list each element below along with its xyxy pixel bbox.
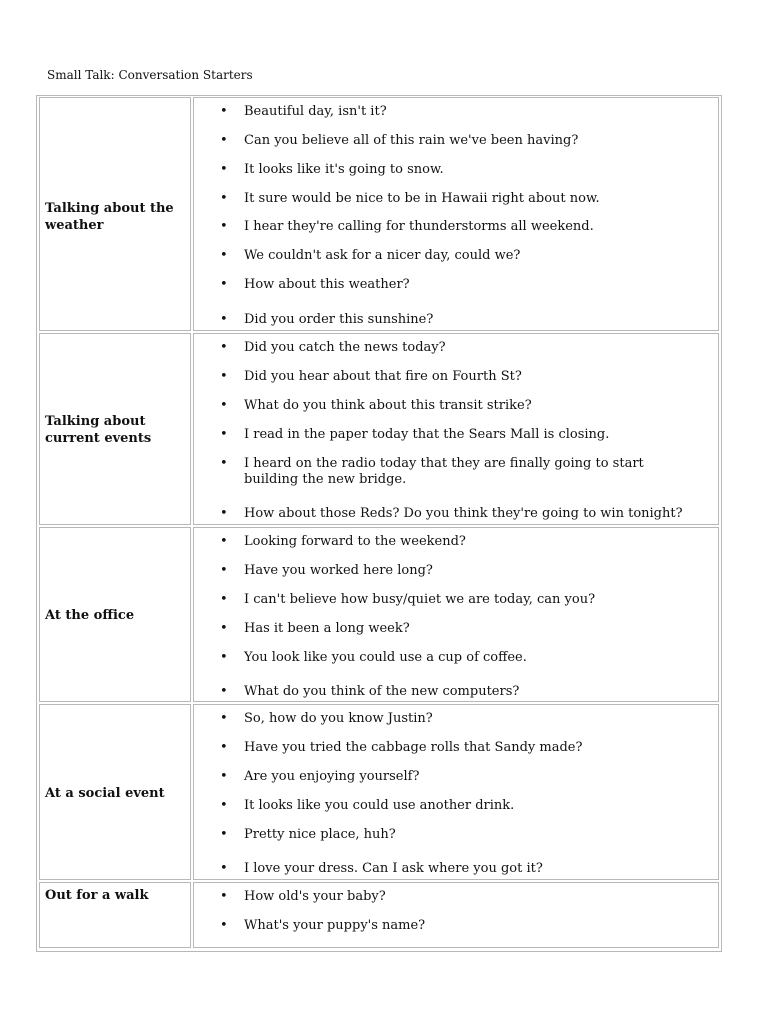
list-item: • How about those Reds? Do you think they're going to win tonight? (244, 506, 702, 522)
topic-cell (39, 97, 191, 331)
list-item: • Looking forward to the weekend? (244, 534, 702, 550)
list-item: • Have you worked here long? (244, 563, 702, 579)
list-item: • Has it been a long week? (244, 621, 702, 637)
list-item: • I hear they're calling for thunderstorms all weekend. (244, 219, 702, 235)
table-row-office (39, 527, 719, 702)
topic-cell (39, 333, 191, 525)
list-item: • I can't believe how busy/quiet we are today, can you? (244, 592, 702, 608)
list-item: • It sure would be nice to be in Hawaii right about now. (244, 191, 702, 207)
table-row-walk (39, 882, 719, 948)
list-item: • I love your dress. Can I ask where you got it? (244, 861, 702, 877)
list-item: • Beautiful day, isn't it? (244, 104, 702, 120)
topic-label: Talking about the weather (45, 201, 174, 233)
list-item: • It looks like you could use another drink. (244, 798, 702, 814)
list-item: • Have you tried the cabbage rolls that Sandy made? (244, 740, 702, 756)
topic-cell (39, 527, 191, 702)
list-item: • Are you enjoying yourself? (244, 769, 702, 785)
conversation-starters-table (36, 95, 722, 952)
table-row-current-events (39, 333, 719, 525)
table-row-social-event (39, 704, 719, 880)
starters-cell (193, 704, 719, 880)
list-item: • It looks like it's going to snow. (244, 162, 702, 178)
list-item: • Did you hear about that fire on Fourth St? (244, 369, 702, 385)
list-item: • Pretty nice place, huh? (244, 827, 702, 843)
list-item: • So, how do you know Justin? (244, 711, 702, 727)
starters-cell (193, 527, 719, 702)
starters-cell (193, 97, 719, 331)
list-item: • I read in the paper today that the Sears Mall is closing. (244, 427, 702, 443)
topic-label: Talking about current events (45, 414, 152, 446)
list-item: • What do you think of the new computers? (244, 684, 702, 700)
list-item: • I heard on the radio today that they are finally going to start building the new bridge. (244, 456, 702, 488)
topic-label: At the office (45, 608, 135, 623)
topic-cell (39, 882, 191, 948)
topic-cell (39, 704, 191, 880)
list-item: • How old's your baby? (244, 889, 702, 905)
list-item: • Did you catch the news today? (244, 340, 702, 356)
list-item: • Did you order this sunshine? (244, 312, 702, 328)
topic-label: At a social event (45, 786, 165, 801)
document-title: Small Talk: Conversation Starters (47, 68, 253, 82)
list-item: • How about this weather? (244, 277, 702, 293)
list-item: • Can you believe all of this rain we've been having? (244, 133, 702, 149)
list-item: • We couldn't ask for a nicer day, could we? (244, 248, 702, 264)
starters-cell (193, 882, 719, 948)
list-item: • What's your puppy's name? (244, 918, 702, 934)
list-item: • You look like you could use a cup of coffee. (244, 650, 702, 666)
starters-cell (193, 333, 719, 525)
table-row-weather (39, 97, 719, 331)
list-item: • What do you think about this transit strike? (244, 398, 702, 414)
topic-label: Out for a walk (45, 888, 149, 903)
